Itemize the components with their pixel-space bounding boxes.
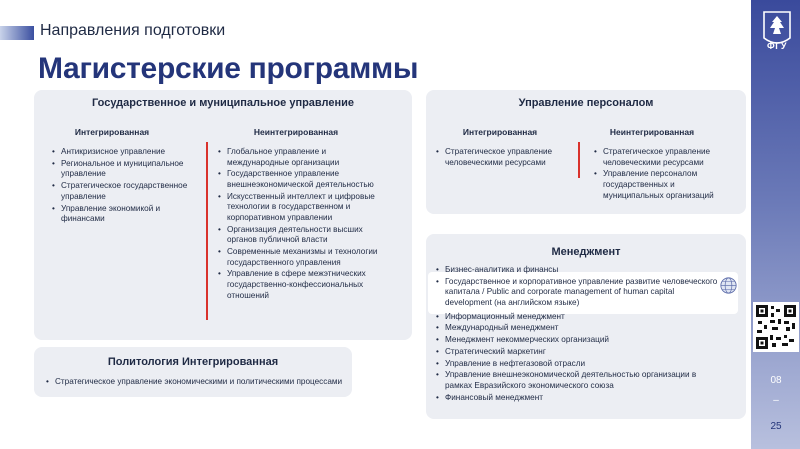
list-item: • Стратегическое управление экономическими и политическими процессами — [46, 377, 346, 388]
list-item: • Управление экономикой и финансами — [52, 204, 197, 225]
card-politology — [34, 347, 352, 397]
list-item: • Искусственный интеллект и цифровые технологии в государственном и корпоративном управлении — [218, 192, 388, 224]
page-title: Магистерские программы — [38, 52, 419, 85]
list-item: • Организация деятельности высших органов публичной власти — [218, 225, 388, 246]
politology-list — [46, 377, 346, 389]
list-item: • Управление в нефтегазовой отрасли — [436, 359, 718, 370]
list-item: • Международный менеджмент — [436, 323, 718, 334]
list-item: • Стратегическое государственное управление — [52, 181, 197, 202]
list-item: • Государственное управление внешнеэкономической деятельностью — [218, 169, 388, 190]
list-item: • Государственное и корпоративное управление развитие человеческого капитала / Public and corporate management of human capital development (на английском языке) — [436, 277, 718, 309]
section-label: Направления подготовки — [40, 22, 226, 39]
list-item: • Финансовый менеджмент — [436, 393, 718, 404]
gmu-divider — [206, 142, 208, 320]
card-personnel-title: Управление персоналом — [518, 97, 654, 109]
card-gmu-title: Государственное и муниципальное управление — [91, 97, 355, 109]
card-management-title: Менеджмент — [551, 246, 621, 258]
personnel-integrated-list — [436, 147, 571, 169]
list-item: • Региональное и муниципальное управление — [52, 159, 197, 180]
gmu-integrated-list — [52, 147, 197, 226]
header-accent-bar — [0, 26, 34, 40]
gmu-non-integrated-list — [218, 147, 388, 302]
personnel-divider — [578, 142, 580, 178]
list-item: • Антикризисное управление — [52, 147, 197, 158]
list-item: • Управление персоналом государственных и муниципальных организаций — [594, 169, 734, 201]
list-item: • Современные механизмы и технологии государственного управления — [218, 247, 388, 268]
logo-text: ФГУ — [767, 41, 787, 51]
list-item: • Менеджмент некоммерческих организаций — [436, 335, 718, 346]
list-item: • Управление в сфере межэтнических государственно-конфессиональных отношений — [218, 269, 388, 301]
list-item: • Стратегический маркетинг — [436, 347, 718, 358]
gmu-non-integrated-heading: Неинтегрированная — [253, 127, 339, 137]
list-item: • Управление внешнеэкономической деятельностью организации в рамках Евразийского экономического союза — [436, 370, 718, 391]
list-item: • Стратегическое управление человеческими ресурсами — [436, 147, 571, 168]
list-item: • Глобальное управление и международные организации — [218, 147, 388, 168]
card-politology-title: Политология Интегрированная — [107, 356, 279, 368]
personnel-integrated-heading: Интегрированная — [462, 127, 538, 137]
gmu-integrated-heading: Интегрированная — [74, 127, 150, 137]
list-item: • Стратегическое управление человеческими ресурсами — [594, 147, 734, 168]
page-total: 25 — [770, 421, 782, 432]
management-list — [436, 265, 718, 405]
page-separator: – — [773, 395, 779, 406]
page-current: 08 — [770, 375, 782, 386]
list-item: • Бизнес-аналитика и финансы — [436, 265, 718, 276]
list-item: • Информационный менеджмент — [436, 312, 718, 323]
personnel-non-integrated-heading: Неинтегрированная — [609, 127, 695, 137]
qr-code-icon[interactable] — [753, 302, 799, 352]
personnel-non-integrated-list — [594, 147, 734, 202]
globe-icon — [720, 277, 737, 294]
